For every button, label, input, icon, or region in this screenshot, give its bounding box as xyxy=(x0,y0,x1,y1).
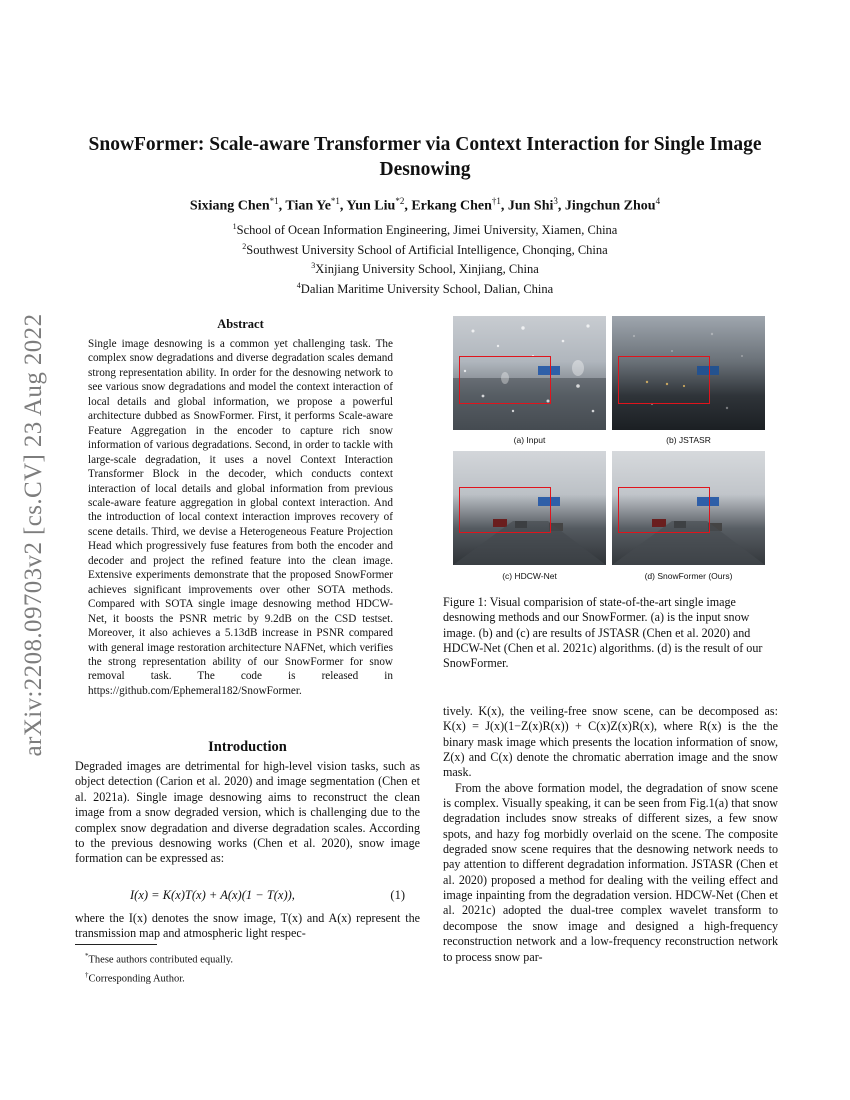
affiliation-mark: 2 xyxy=(242,241,247,251)
footnote-mark: * xyxy=(85,952,89,960)
author-name: Yun Liu xyxy=(346,198,396,214)
affiliation-mark: 1 xyxy=(232,222,237,231)
author-mark: 4 xyxy=(655,196,661,206)
author-name: Sixiang Chen xyxy=(189,198,270,214)
affiliation xyxy=(70,258,780,278)
equation-1 xyxy=(75,888,420,904)
footnote-mark: † xyxy=(85,970,89,979)
author-mark: *1 xyxy=(269,196,279,206)
author-name: Erkang Chen xyxy=(411,198,492,214)
affiliation xyxy=(70,278,780,298)
affiliation-list xyxy=(70,219,780,298)
author-mark: 3 xyxy=(553,196,558,206)
snowformer-result-image xyxy=(612,451,765,565)
introduction-paragraph: Degraded images are detrimental for high-level vision tasks, such as object detection (Carion et al. 2020) and image segmentation (Chen et al. 2021a). Single image desnowing aims to reconstruct the clean image from a snow degraded version, which is challenging due to the complex snow degradation and diverse degradation scales. According to the previous desnowing works (Chen et al. 2020), snow image formation can be expressed as: xyxy=(75,759,420,866)
author-list: Sixiang Chen$^{*1}$, Tian Ye$^{*1}$, Yun Liu$^{*2}$, Erkang Chen$^{\dagger 1}$, Jun Shi$^3$, Jingchun Zhou$^4$ xyxy=(189,196,661,214)
zoom-region-box xyxy=(618,487,710,533)
introduction-paragraph-continued: where the I(x) denotes the snow image, T(x) and A(x) represent the transmission map and atmospheric light respec- xyxy=(75,911,420,941)
footnotes xyxy=(85,949,233,986)
affiliation-text: Xinjiang University School, Xinjiang, China xyxy=(315,262,539,277)
body-paragraph: tively. K(x), the veiling-free snow scene, can be decomposed as: K(x) = J(x)(1−Z(x)R(x)) + C(x)Z(x)R(x), where R(x) is the the binary mask image which presents the location information of snow, Z(x) and C(x) denote the chromatic aberration image and the snow mask. xyxy=(443,704,778,780)
figure-1 xyxy=(440,310,780,590)
abstract-heading: Abstract xyxy=(217,317,264,331)
affiliation xyxy=(70,219,780,239)
footnote xyxy=(85,968,233,987)
author-mark: †1 xyxy=(491,196,501,206)
equation-number: (1) xyxy=(390,888,405,902)
panel-caption-a: (a) Input xyxy=(513,435,546,445)
footnote-text: Corresponding Author. xyxy=(88,973,185,984)
affiliation-text: Southwest University School of Artificial Intelligence, Chonqing, China xyxy=(246,242,608,257)
arxiv-identifier: arXiv:2208.09703v2 [cs.CV] 23 Aug 2022 xyxy=(20,313,47,757)
jstasr-result-image xyxy=(612,316,765,430)
panel-caption-c: (c) HDCW-Net xyxy=(502,571,557,581)
affiliation-text: Dalian Maritime University School, Dalian, China xyxy=(300,282,554,297)
author-mark: *2 xyxy=(395,196,405,206)
author-name: Tian Ye xyxy=(285,198,331,214)
panel-caption-d: (d) SnowFormer (Ours) xyxy=(644,571,733,581)
snow-input-image xyxy=(453,316,606,430)
author-name: Jun Shi xyxy=(507,198,554,214)
zoom-region-box xyxy=(459,356,551,404)
paper-title: SnowFormer: Scale-aware Transformer via Context Interaction for Single Image Desnowing xyxy=(88,134,762,180)
affiliation-mark: 3 xyxy=(311,261,316,271)
panel-caption-b: (b) JSTASR xyxy=(666,435,711,445)
abstract-body: Single image desnowing is a common yet challenging task. The complex snow degradations and diverse degradation scales demand strong representation ability. In order for the desnowing network to see various snow degradations and model the context interaction of local details and global information, we propose a powerful architecture dubbed as SnowFormer. First, it performs Scale-aware Feature Aggregation in the encoder to capture rich snow information of various degradations. Second, in order to tackle with large-scale degradation, it uses a novel Context Interaction Transformer Block in the decoder, which conducts context interaction of local details and global information from previous scale-aware feature aggregation in global context interaction. And the introduction of local context interaction improves recovery of scene details. Third, we devise a Heterogeneous Feature Projection Head which progressively fuse features from both the encoder and decoder and project the refined feature into the clean image. Extensive experiments demonstrate that the proposed SnowFormer achieves significant improvements over other SOTA methods. Compared with SOTA single image desnowing method HDCW-Net, it boosts the PSNR metric by 9.2dB on the CSD testset. Moreover, it also achieves a 5.13dB increase in PSNR compared with general image restoration architecture NAFNet, which verifies the strong representation ability of our SnowFormer for snow removal task. The code is released in https://github.com/Ephemeral182/SnowFormer. xyxy=(88,338,393,697)
figure-caption: Figure 1: Visual comparision of state-of-the-art single image desnowing methods and our SnowFormer. (a) is the input snow image. (b) and (c) are results of JSTASR (Chen et al. 2020) and HDCW-Net (Chen et al. 2021c) algorithms. (d) is the result of our SnowFormer. xyxy=(443,595,763,671)
right-column-text xyxy=(443,704,778,965)
affiliation-mark: 4 xyxy=(296,280,301,290)
body-paragraph: From the above formation model, the degradation of snow scene is complex. Visually speaking, it can be seen from Fig.1(a) that snow degradation includes snow streaks of different sizes, a few snow spots, and hazy fog morbidly overlaid on the scene. The composite degraded snow scene requires that the desnowing network needs to pay attention to different degradation information. JSTASR (Chen et al. 2020) proposed a method for dealing with the veiling effect and image inpainting from the degradation version. HDCW-Net (Chen et al. 2021c) adopted the dual-tree complex wavelet transform to decompose the snow image and designed a high-frequency reconstruction network and a low-frequency reconstruction network to process snow par- xyxy=(443,780,778,964)
introduction-heading: Introduction xyxy=(208,739,287,755)
zoom-region-box xyxy=(618,356,710,404)
author-mark: *1 xyxy=(330,196,340,206)
footnote xyxy=(85,949,233,968)
zoom-region-box xyxy=(459,487,551,533)
author-name: Jingchun Zhou xyxy=(564,198,656,214)
equation-expression: I(x) = K(x)T(x) + A(x)(1 − T(x)), xyxy=(130,888,295,902)
affiliation-text: School of Ocean Information Engineering, Jimei University, Xiamen, China xyxy=(236,223,618,238)
footnote-rule xyxy=(75,944,157,945)
affiliation xyxy=(70,239,780,259)
arxiv-side-stamp xyxy=(14,290,54,780)
hdcw-net-result-image xyxy=(453,451,606,565)
footnote-text: These authors contributed equally. xyxy=(88,954,234,966)
